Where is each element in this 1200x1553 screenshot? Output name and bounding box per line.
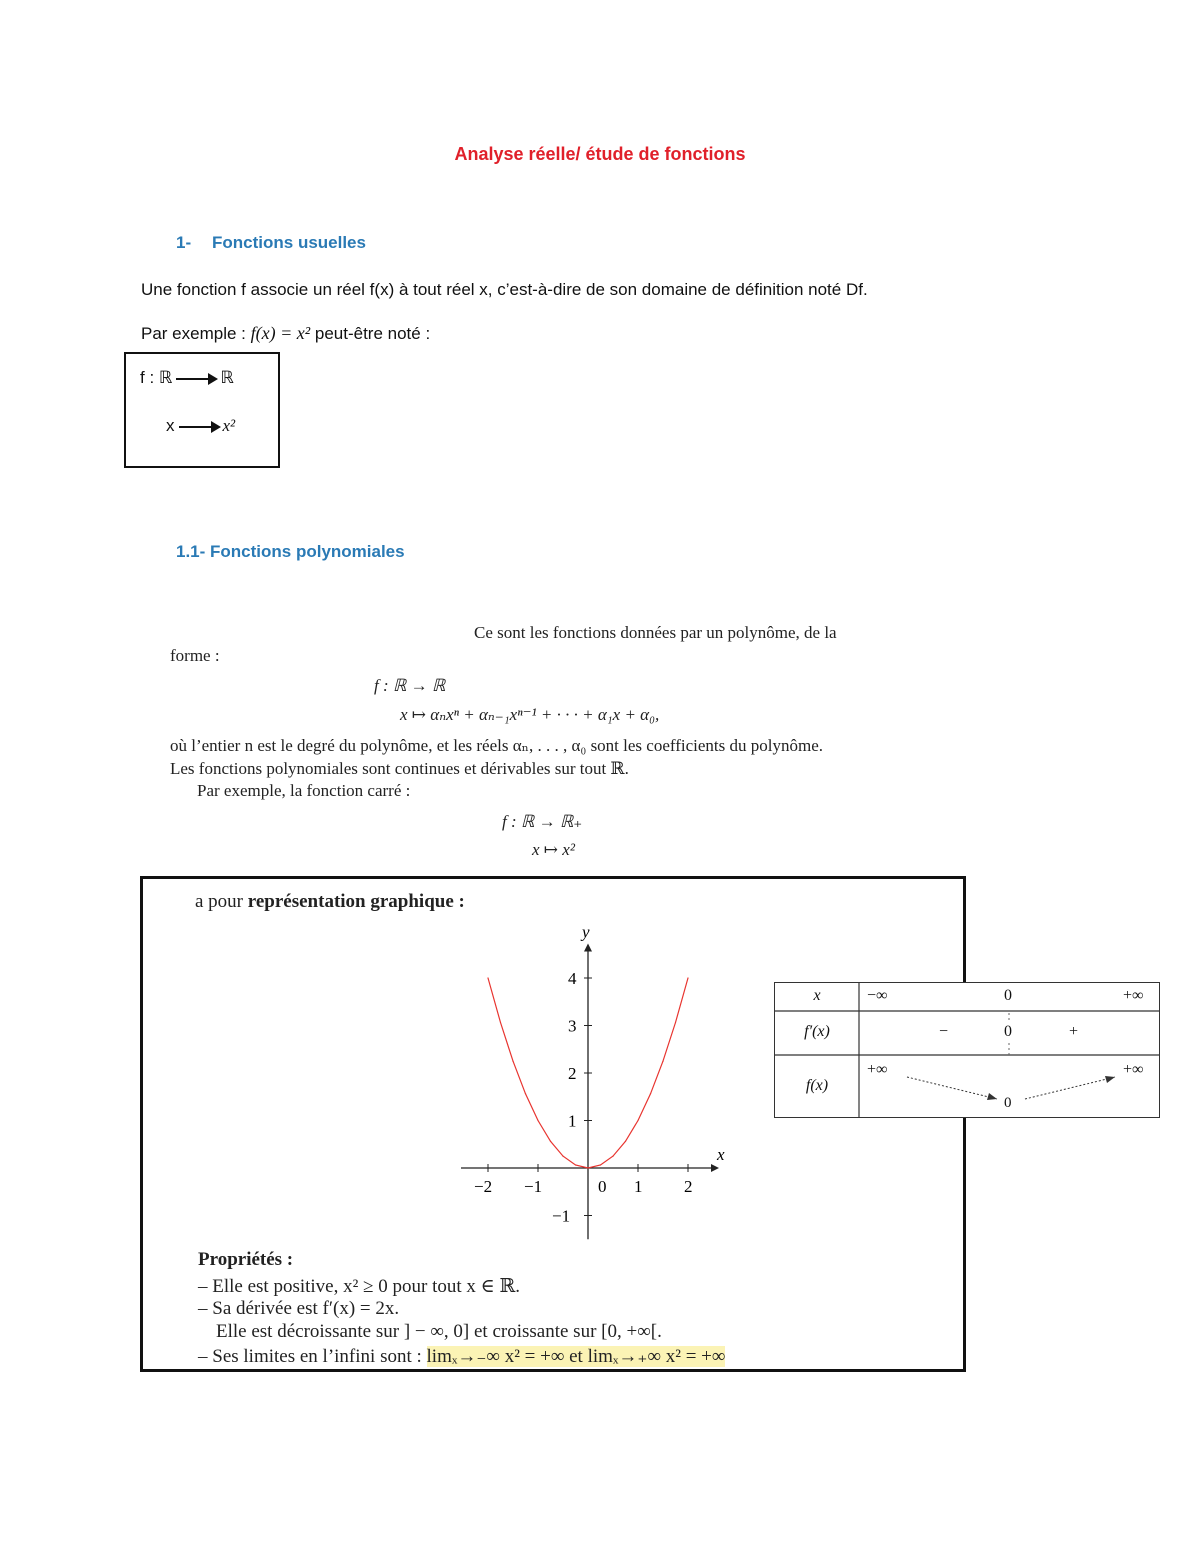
graph-caption-bold: représentation graphique : <box>247 891 465 912</box>
property-derivative: – Sa dérivée est f′(x) = 2x. <box>198 1298 400 1319</box>
vt-fprime-zero: 0 <box>1004 1023 1012 1040</box>
y-axis-label: y <box>582 924 590 942</box>
graph-box <box>140 876 966 1372</box>
x-tick-label: 2 <box>684 1177 693 1196</box>
vt-fprime-plus: + <box>1069 1023 1079 1040</box>
section-heading-polynomial: 1.1- Fonctions polynomiales <box>176 542 405 561</box>
square-def-line-2: x ↦ x² <box>532 840 575 859</box>
vt-f-left-inf: +∞ <box>867 1061 888 1078</box>
property-monotonicity: Elle est décroissante sur ] − ∞, 0] et croissante sur [0, +∞[. <box>216 1321 662 1342</box>
mapping-line-2 <box>166 416 235 436</box>
x-axis-label: x <box>717 1145 725 1164</box>
data-point <box>525 1093 526 1094</box>
vt-f-label: f(x) <box>805 1077 829 1094</box>
increasing-arrow-icon <box>1025 1077 1115 1099</box>
document-title: Analyse réelle/ étude de fonctions <box>454 144 746 164</box>
y-tick-label: 2 <box>568 1064 577 1083</box>
y-tick-label: 1 <box>568 1111 577 1131</box>
data-point <box>675 1022 676 1023</box>
graph-caption-prefix: a pour <box>195 891 248 912</box>
y-tick-label: −1 <box>552 1206 571 1226</box>
function-mapping-box <box>124 352 280 468</box>
y-axis-arrow-icon <box>584 944 592 952</box>
data-point <box>600 1164 601 1165</box>
data-point <box>512 1061 513 1062</box>
property-positive: – Elle est positive, x² ≥ 0 pour tout x ∈ ℝ. <box>198 1276 520 1297</box>
example-text: Par exemple, la fonction carré : <box>197 781 411 800</box>
data-point <box>500 1022 501 1023</box>
data-point <box>537 1120 538 1121</box>
data-point <box>487 977 488 978</box>
data-point <box>625 1141 626 1142</box>
parabola-chart <box>443 924 733 1254</box>
example-prefix: Par exemple : <box>141 324 246 343</box>
vt-x-zero: 0 <box>1004 987 1012 1004</box>
variation-table <box>774 982 1160 1118</box>
vt-x-plus-inf: +∞ <box>1123 987 1144 1004</box>
mapping-line-1 <box>140 368 234 388</box>
section-heading-text: Fonctions usuelles <box>212 233 366 252</box>
x-tick-label: −2 <box>474 1177 493 1196</box>
mapping-variable: x <box>166 416 175 435</box>
data-point <box>637 1120 638 1121</box>
section-number: 1- <box>176 233 192 252</box>
poly-def-line-2: x ↦ αₙxⁿ + αₙ₋₁xⁿ⁻¹ + · · · + α₁x + α₀, <box>400 705 660 724</box>
properties-title: Propriétés : <box>198 1249 294 1270</box>
vt-fprime-label: f′(x) <box>804 1023 830 1040</box>
square-def-line-1: f : ℝ → ℝ₊ <box>502 812 583 831</box>
vt-f-right-inf: +∞ <box>1123 1061 1144 1078</box>
mapping-codomain: ℝ <box>220 368 234 387</box>
vt-x-minus-inf: −∞ <box>867 987 888 1004</box>
y-tick-label: 4 <box>568 969 577 988</box>
degree-text: où l’entier n est le degré du polynôme, et les réels αₙ, . . . , α₀ sont les coefficients du polynôme. <box>170 736 824 755</box>
data-point <box>562 1156 563 1157</box>
example-line <box>141 323 430 344</box>
property-limits <box>198 1345 725 1368</box>
vt-f-min: 0 <box>1004 1095 1012 1111</box>
arrow-icon <box>179 426 219 428</box>
x-tick-label: 0 <box>598 1177 607 1196</box>
data-point <box>687 977 688 978</box>
data-point <box>662 1061 663 1062</box>
limits-highlight: limₓ→₋∞ x² = +∞ et limₓ→₊∞ x² = +∞ <box>426 1346 726 1367</box>
poly-def-line-1: f : ℝ → ℝ <box>374 676 446 695</box>
graph-caption <box>195 891 465 913</box>
definition-paragraph: Une fonction f associe un réel f(x) à tout réel x, c’est-à-dire de son domaine de définition noté Df. <box>141 280 868 299</box>
vt-fprime-minus: − <box>939 1023 949 1040</box>
decreasing-arrow-icon <box>907 1077 997 1099</box>
x-axis-arrow-icon <box>711 1164 719 1172</box>
data-point <box>550 1141 551 1142</box>
intro-line-1: Ce sont les fonctions données par un polynôme, de la <box>474 623 837 642</box>
vt-x-label: x <box>813 987 821 1004</box>
property-limits-prefix: – Ses limites en l’infini sont : <box>198 1346 422 1367</box>
data-point <box>575 1164 576 1165</box>
data-point <box>650 1093 651 1094</box>
continuity-text: Les fonctions polynomiales sont continues et dérivables sur tout ℝ. <box>170 759 629 778</box>
data-point <box>612 1156 613 1157</box>
mapping-domain: f : ℝ <box>140 368 173 387</box>
example-formula: f(x) = x² <box>250 323 311 343</box>
arrow-icon <box>176 378 216 380</box>
chart-ticks <box>474 969 693 1226</box>
section-heading-usual-functions <box>176 233 366 253</box>
x-tick-label: 1 <box>634 1177 643 1196</box>
example-suffix: peut-être noté : <box>314 324 431 343</box>
data-point <box>587 1167 588 1168</box>
intro-line-2: forme : <box>170 646 220 665</box>
mapping-image: x² <box>222 416 236 435</box>
y-tick-label: 3 <box>568 1016 577 1036</box>
x-tick-label: −1 <box>524 1177 543 1196</box>
